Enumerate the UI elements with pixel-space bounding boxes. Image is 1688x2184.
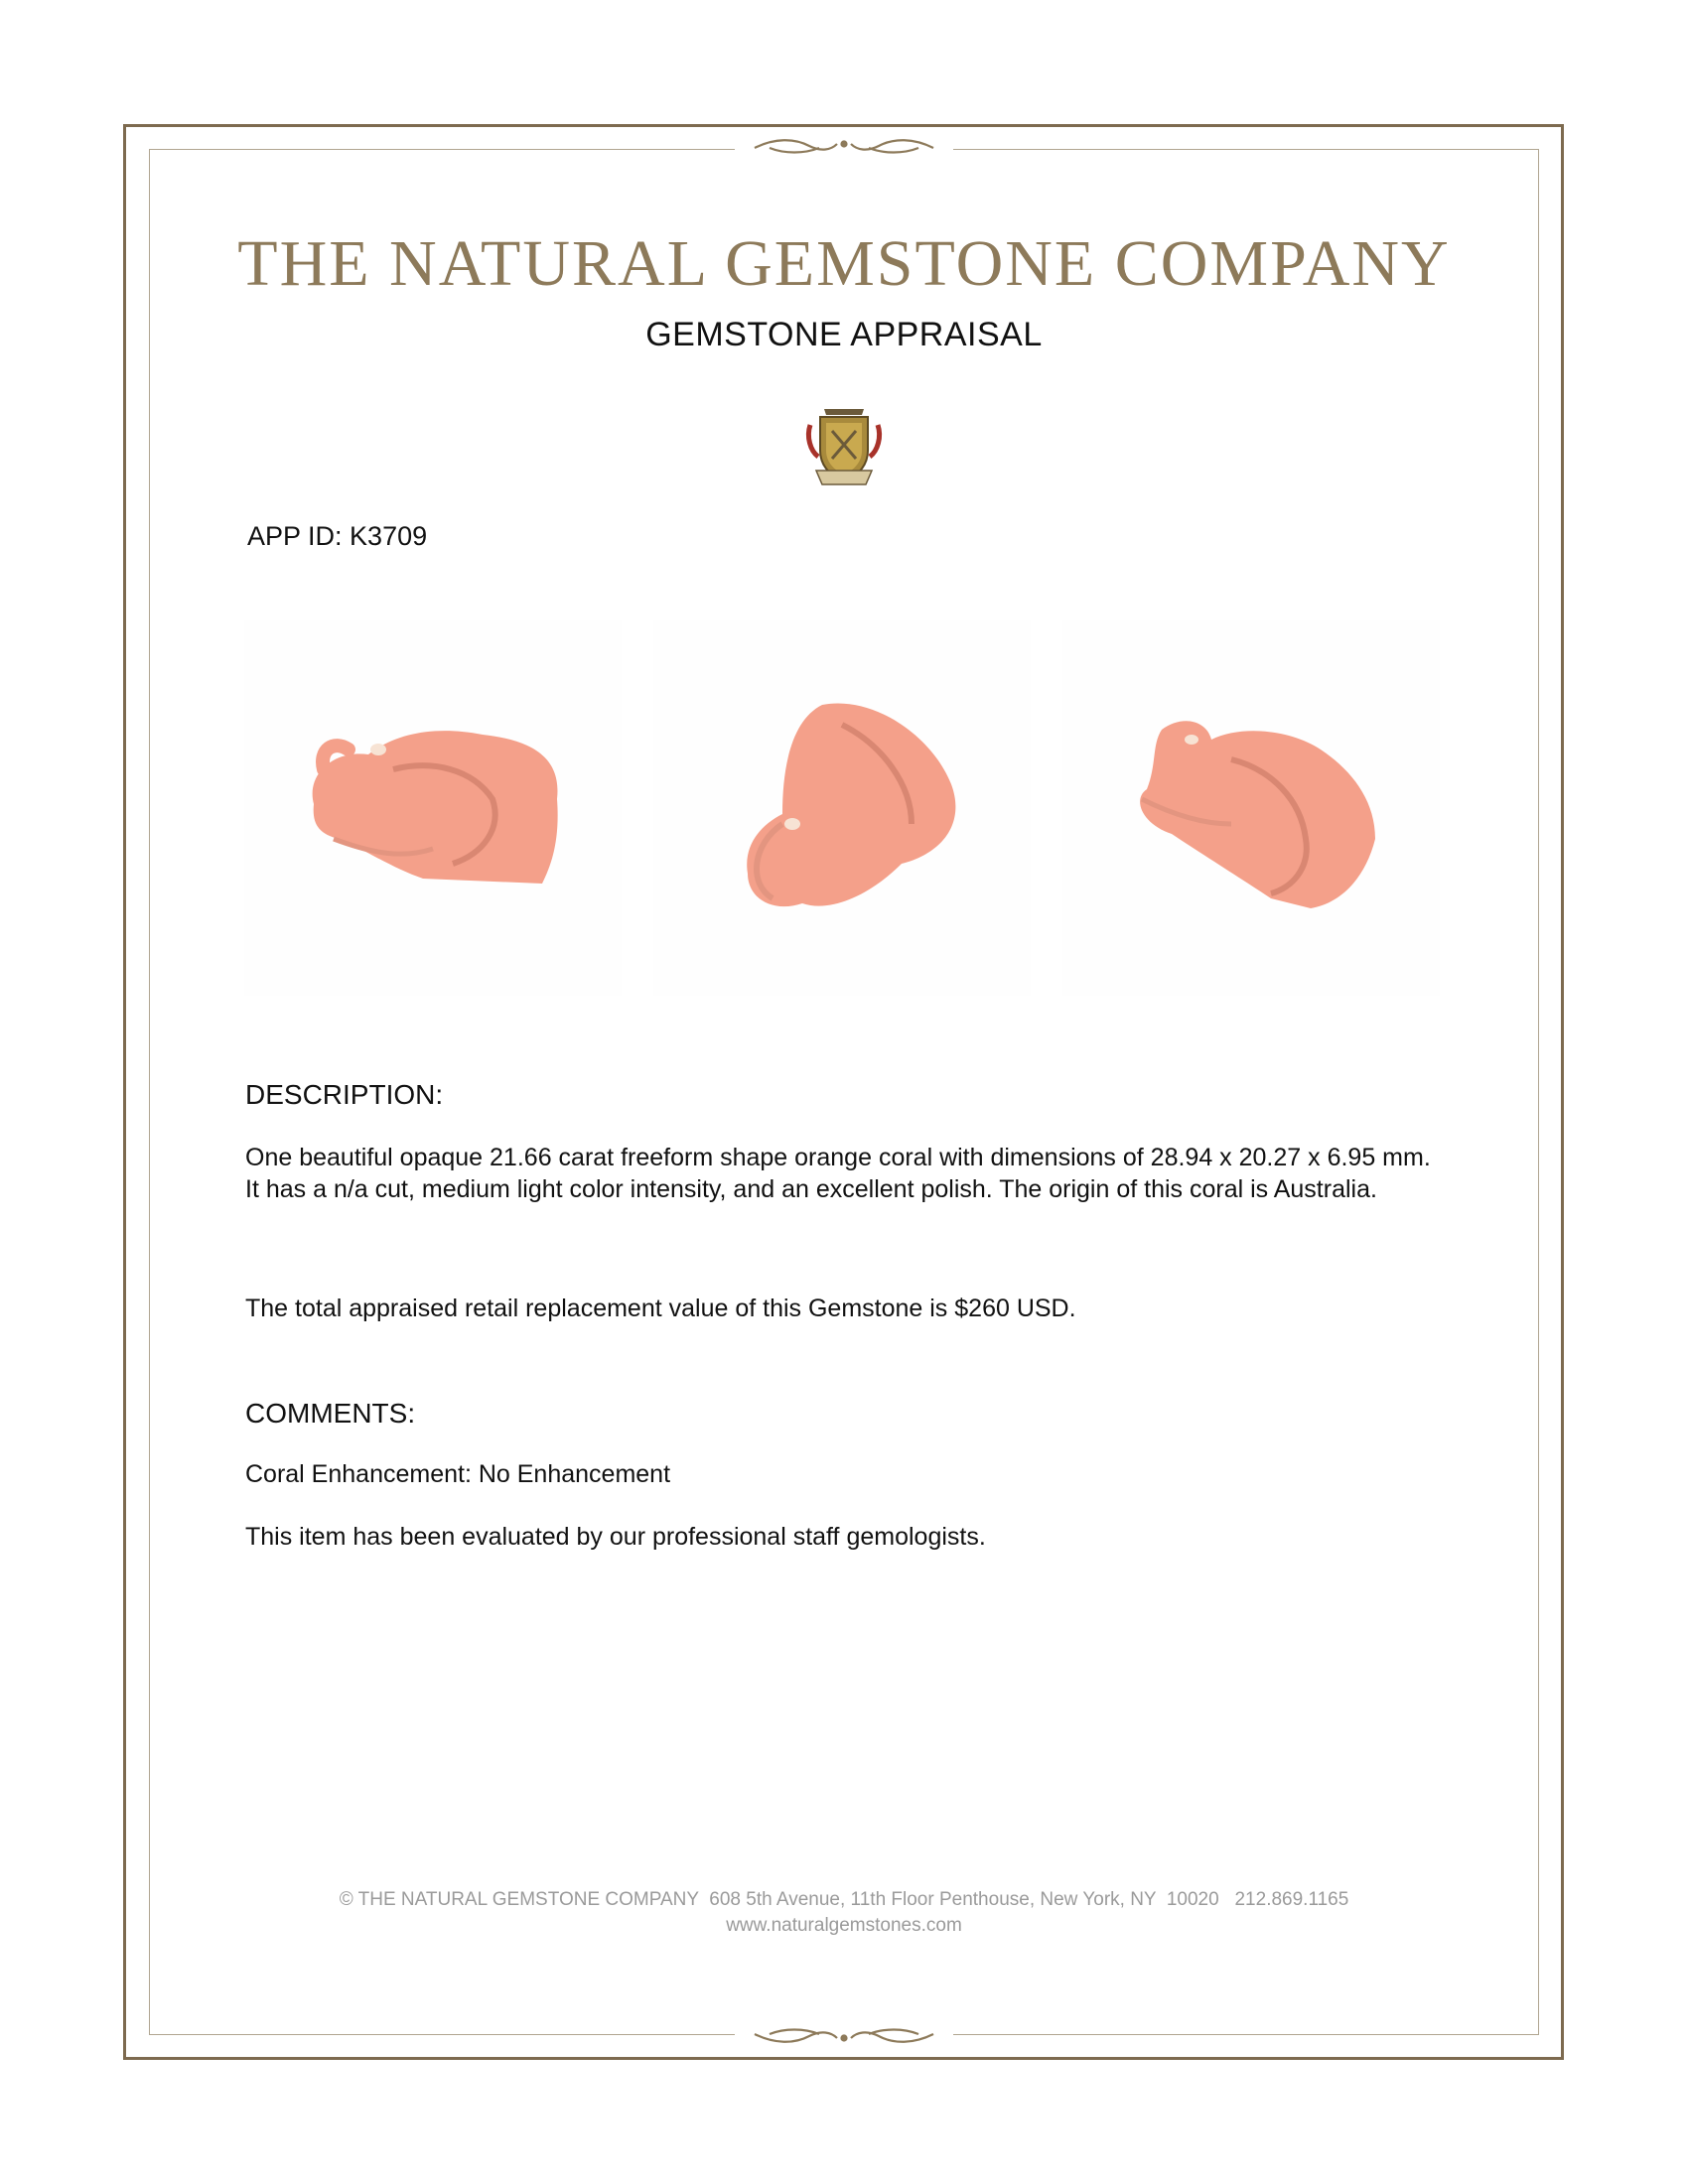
evaluation-comment: This item has been evaluated by our professional staff gemologists. — [245, 1523, 986, 1551]
bottom-flourish-ornament — [735, 2018, 953, 2052]
crest-icon — [802, 401, 886, 492]
coral-elephant-carving-photo — [1062, 620, 1440, 996]
coral-elephant-carving-photo — [653, 620, 1031, 996]
enhancement-comment: Coral Enhancement: No Enhancement — [245, 1460, 671, 1488]
description-heading: DESCRIPTION: — [245, 1079, 444, 1110]
footer-website-link[interactable]: www.naturalgemstones.com — [726, 1915, 962, 1936]
coral-elephant-carving-photo — [244, 620, 622, 996]
app-id: APP ID: K3709 — [247, 521, 428, 551]
company-name: THE NATURAL GEMSTONE COMPANY — [237, 227, 1451, 300]
footer-address: © THE NATURAL GEMSTONE COMPANY 608 5th Avenue, 11th Floor Penthouse, New York, NY 10020 212.869.1165 — [339, 1889, 1349, 1910]
comments-heading: COMMENTS: — [245, 1398, 416, 1429]
page-title: GEMSTONE APPRAISAL — [645, 316, 1043, 353]
top-flourish-ornament — [735, 130, 953, 164]
appraised-value-statement: The total appraised retail replacement value of this Gemstone is $260 USD. — [245, 1295, 1076, 1322]
description-text: One beautiful opaque 21.66 carat freeform shape orange coral with dimensions of 28.94 x 20.27 x 6.95 mm. It has a n/a cut, medium light color intensity, and an excellent polish. The origin of this coral is Australia. — [245, 1144, 1431, 1203]
